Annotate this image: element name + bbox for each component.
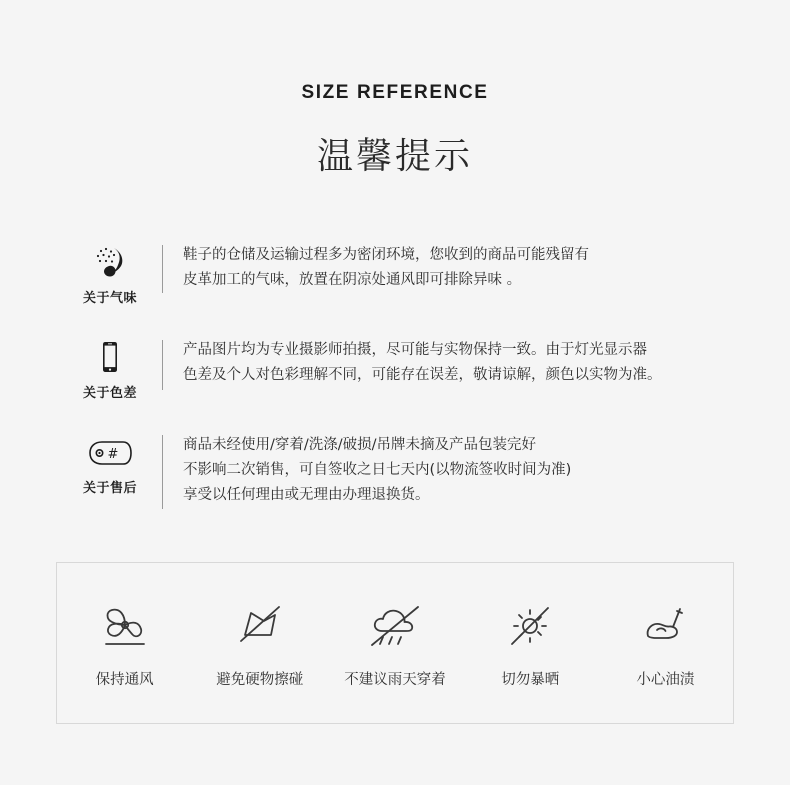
note-text — [183, 433, 571, 508]
care-label: 小心油渍 — [636, 671, 695, 688]
care-item-no-scratch — [192, 598, 327, 689]
page-header — [0, 0, 790, 179]
note-icon-label: 关于色差 — [82, 386, 137, 401]
note-divider — [162, 435, 163, 509]
no-scratch-icon — [192, 598, 327, 654]
note-divider — [162, 245, 163, 293]
note-line: 皮革加工的气味，放置在阴凉处通风即可排除异味 。 — [183, 272, 522, 288]
note-line: 鞋子的仓储及运输过程多为密闭环境，您收到的商品可能残留有 — [183, 247, 589, 263]
note-icon-label: 关于气味 — [82, 291, 137, 306]
notes-section — [0, 243, 790, 511]
care-item-no-sun — [463, 598, 598, 689]
note-row — [58, 338, 750, 401]
note-line: 享受以任何理由或无理由办理退换货。 — [183, 487, 430, 503]
tag-icon — [58, 435, 162, 471]
care-item-ventilation — [57, 598, 192, 689]
no-oil-icon — [598, 598, 733, 654]
note-line: 色差及个人对色彩理解不同，可能存在误差，敬请谅解，颜色以实物为准。 — [183, 367, 662, 383]
note-text — [183, 243, 589, 293]
phone-icon — [58, 340, 162, 376]
note-line: 商品未经使用/穿着/洗涤/破损/吊牌未摘及产品包装完好 — [183, 437, 537, 453]
page-title-en: SIZE REFERENCE — [301, 82, 489, 103]
smell-icon — [58, 245, 162, 281]
note-divider — [162, 340, 163, 390]
care-label: 避免硬物擦碰 — [216, 671, 304, 688]
care-label: 不建议雨天穿着 — [344, 671, 446, 688]
note-line: 不影响二次销售，可自签收之日七天内(以物流签收时间为准) — [183, 462, 572, 478]
page-title-cn: 温馨提示 — [316, 136, 473, 177]
note-icon-label: 关于售后 — [82, 481, 137, 496]
care-item-no-oil — [598, 598, 733, 689]
note-icon-block — [58, 243, 162, 306]
care-label: 保持通风 — [95, 671, 154, 688]
note-line: 产品图片均为专业摄影师拍摄，尽可能与实物保持一致。由于灯光显示器 — [183, 342, 647, 358]
note-row — [58, 433, 750, 511]
note-row — [58, 243, 750, 306]
care-instructions-box — [56, 562, 734, 724]
note-icon-block — [58, 433, 162, 496]
care-item-no-rain — [327, 598, 462, 689]
no-rain-icon — [327, 598, 462, 654]
note-text — [183, 338, 662, 388]
care-label: 切勿暴晒 — [501, 671, 560, 688]
no-sun-icon — [463, 598, 598, 654]
note-icon-block — [58, 338, 162, 401]
svg-text:#: # — [107, 447, 119, 462]
fan-icon — [57, 598, 192, 654]
